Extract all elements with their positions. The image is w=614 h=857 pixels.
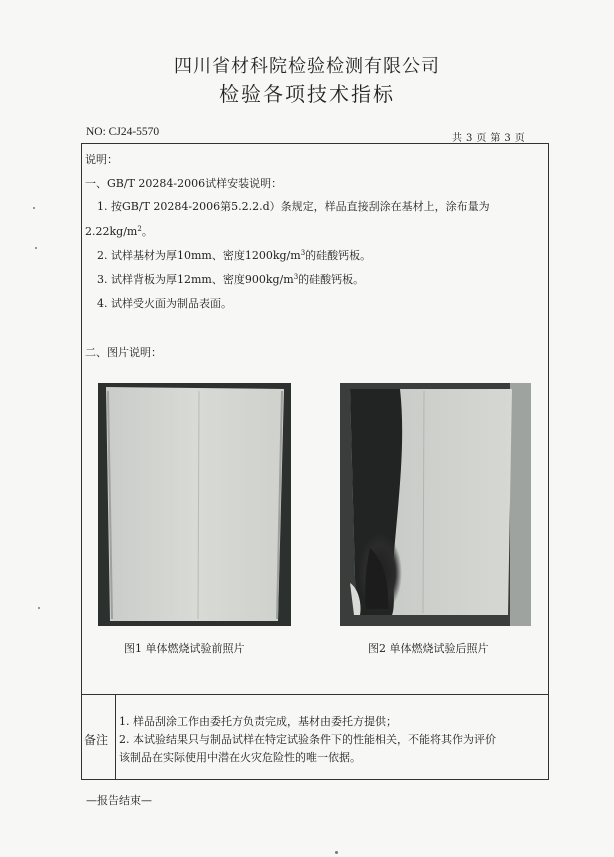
organization-name: 四川省材科院检验检测有限公司 xyxy=(174,56,440,77)
item2-text: 2. 试样基材为厚10mm、密度1200kg/m xyxy=(97,249,301,262)
item3-text: 3. 试样背板为厚12mm、密度900kg/m xyxy=(97,273,294,286)
caption-before-test: 图1 单体燃烧试验前照片 xyxy=(124,642,245,655)
caption-after-test: 图2 单体燃烧试验后照片 xyxy=(368,642,489,655)
description-heading: 说明： xyxy=(85,153,118,166)
section2-title: 二、图片说明： xyxy=(85,346,162,359)
photo-before-test-image xyxy=(98,383,291,626)
section1-title: 一、GB/T 20284-2006试样安装说明： xyxy=(85,177,283,190)
current-page: 3 xyxy=(504,133,511,144)
item2 xyxy=(97,249,371,263)
notes-divider xyxy=(115,695,116,780)
photo-after-test-image xyxy=(340,383,531,626)
report-end: —报告结束— xyxy=(86,794,152,807)
item3-end: 的硅酸钙板。 xyxy=(298,273,365,286)
item4: 4. 试样受火面为制品表面。 xyxy=(97,297,232,310)
scan-speck xyxy=(335,851,338,854)
item1-line2-sup: 2 xyxy=(137,225,142,233)
page-word: 页 xyxy=(476,133,487,144)
item2-sup: 3 xyxy=(300,249,306,257)
photo-after-test xyxy=(340,383,531,626)
document-title: 检验各项技术指标 xyxy=(219,82,395,106)
total-pages: 3 xyxy=(466,133,473,144)
note-line-3: 该制品在实际使用中潜在火灾危险性的唯一依据。 xyxy=(119,751,361,764)
scan-speck xyxy=(35,247,37,249)
scan-speck xyxy=(33,207,35,209)
current-page-prefix: 第 xyxy=(490,133,501,144)
page-word-2: 页 xyxy=(514,133,525,144)
report-number: NO: CJ24-5570 xyxy=(86,126,160,138)
scan-speck xyxy=(38,607,40,609)
note-line-1: 1. 样品刮涂工作由委托方负责完成，基材由委托方提供； xyxy=(119,715,397,728)
note-line-2: 2. 本试验结果只与制品试样在特定试验条件下的性能相关，不能将其作为评价 xyxy=(119,733,496,746)
item1-line2 xyxy=(85,225,153,239)
photo-before-test xyxy=(98,383,291,626)
item1-line1: 1. 按GB/T 20284-2006第5.2.2.d）条规定，样品直接刮涂在基材上，涂布量为 xyxy=(97,200,490,213)
item3-sup: 3 xyxy=(293,273,299,281)
page-indicator xyxy=(452,129,525,144)
item1-line2-end: 。 xyxy=(141,225,153,238)
item2-end: 的硅酸钙板。 xyxy=(305,249,372,262)
item3 xyxy=(97,273,364,287)
notes-label: 备注 xyxy=(84,733,109,747)
total-pages-prefix: 共 xyxy=(452,133,462,144)
item1-line2-text: 2.22kg/m xyxy=(85,225,138,238)
